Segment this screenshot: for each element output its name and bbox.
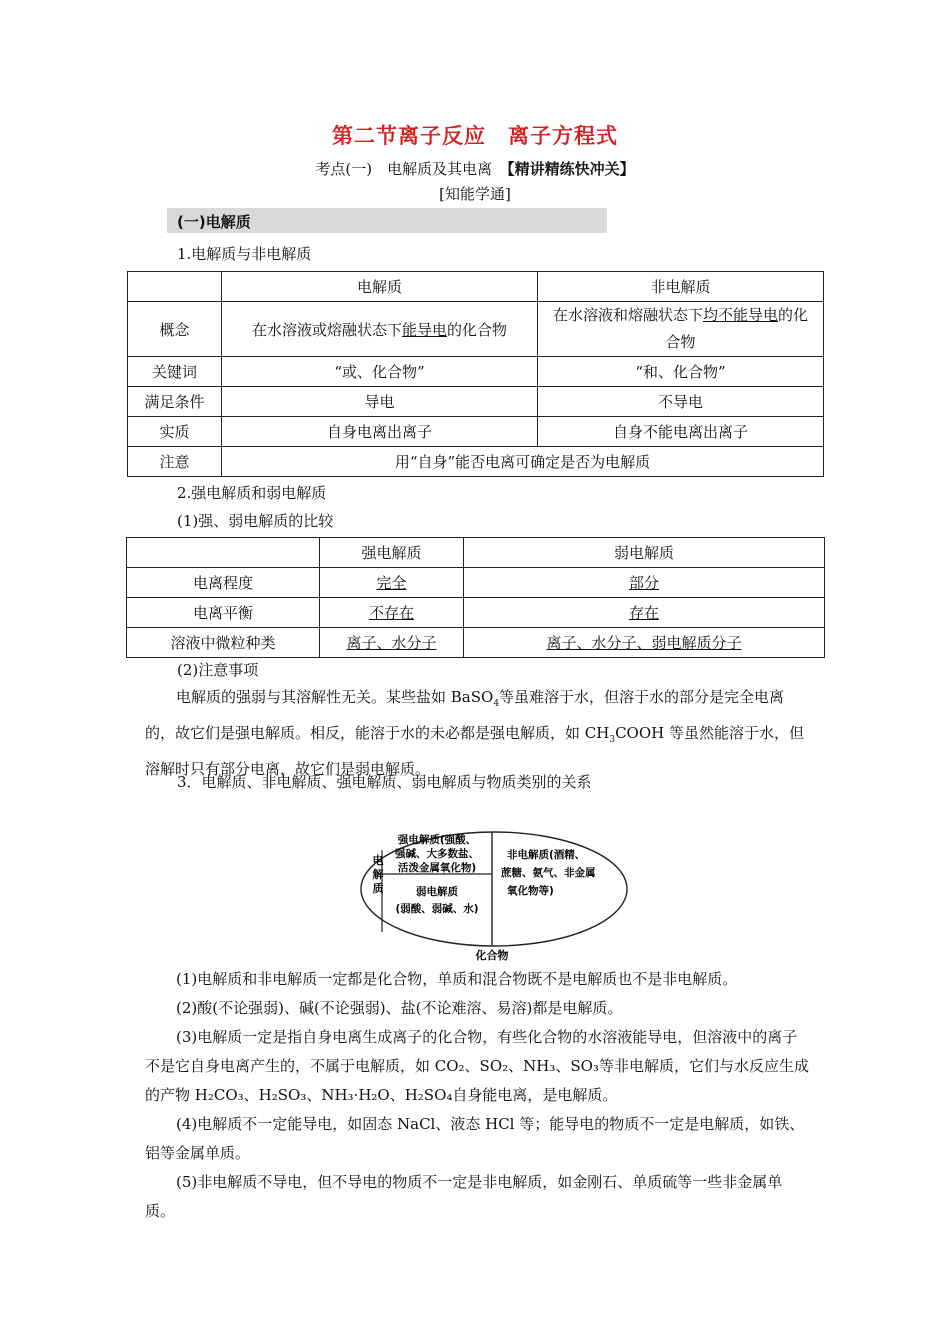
electrolyte-label: 电 [372, 854, 384, 867]
note-text: 等虽难溶于水，但溶于水的部分是完全电离的，故它们是强电解质。相反，能溶于水的未必都是强电解质，如 CH [145, 688, 785, 742]
item2-sub2: (2)注意事项 [177, 661, 259, 679]
cell-text: 在水溶液和熔融状态下 [552, 306, 703, 324]
item3-heading: 3．电解质、非电解质、强电解质、弱电解质与物质类别的关系 [177, 773, 592, 791]
table-row [127, 598, 825, 628]
table-cell: 离子、水分子 [320, 628, 464, 658]
point-1: (1)电解质和非电解质一定都是化合物，单质和混合物既不是电解质也不是非电解质。 [176, 970, 738, 988]
table-row [128, 387, 824, 417]
table-cell: 不存在 [320, 598, 464, 628]
row-label: 电离程度 [127, 568, 320, 598]
table-header-cell: 强电解质 [320, 538, 464, 568]
note-text: COOH 等虽然能溶于水，但溶解时只有部分电离，故它们是弱电解质。 [145, 724, 804, 778]
section-subtitle: [知能学通] [439, 185, 511, 203]
cell-text: 的化合物 [447, 320, 508, 339]
topic-label: 考点(一) 电解质及其电离 [315, 160, 493, 178]
section-header-band [167, 208, 607, 233]
point-5: (5)非电解质不导电，但不导电的物质不一定是非电解质，如金刚石、单质硫等一些非金属单质。 [145, 1173, 783, 1220]
subscript: 4 [493, 699, 500, 709]
item2-heading: 2.强电解质和弱电解质 [177, 484, 327, 502]
table-cell: 部分 [464, 568, 825, 598]
table-row [127, 538, 825, 568]
page-title: 第二节离子反应 离子方程式 [332, 124, 618, 148]
row-label: 关键词 [128, 357, 222, 387]
strong-weak-table [126, 537, 825, 658]
table-row [128, 447, 824, 477]
table-cell: “和、化合物” [538, 357, 824, 387]
table-cell [128, 272, 222, 302]
table-cell: 自身电离出离子 [222, 417, 538, 447]
table-cell: 自身不能电离出离子 [538, 417, 824, 447]
note-text: 电解质的强弱与其溶解性无关。某些盐如 BaSO [176, 688, 494, 706]
row-label: 溶液中微粒种类 [127, 628, 320, 658]
strong-electrolyte-label: 强电解质(强酸、 [397, 834, 477, 846]
row-label: 电离平衡 [127, 598, 320, 628]
points-list [145, 965, 810, 1226]
cell-text: 的化合物 [665, 306, 809, 351]
electrolyte-classification-diagram [355, 828, 635, 963]
item1-heading: 1.电解质与非电解质 [177, 245, 312, 263]
strong-electrolyte-label: 活泼金属氧化物) [397, 862, 477, 874]
row-label: 概念 [128, 302, 222, 357]
point-2: (2)酸(不论强弱)、碱(不论强弱)、盐(不论难溶、易溶)都是电解质。 [176, 999, 623, 1017]
nonelectrolyte-label: 氧化物等) [507, 885, 554, 897]
table-row [128, 272, 824, 302]
row-label: 注意 [128, 447, 222, 477]
strong-electrolyte-label: 强碱、大多数盐、 [395, 848, 479, 860]
note-paragraph [145, 683, 810, 784]
table-cell [127, 538, 320, 568]
topic-tag: 【精讲精练快冲关】 [507, 160, 635, 178]
compound-label: 化合物 [475, 949, 509, 962]
row-label: 实质 [128, 417, 222, 447]
subscript: 3 [609, 735, 616, 745]
table-cell: 不导电 [538, 387, 824, 417]
cell-text: 在水溶液或熔融状态下 [251, 320, 402, 339]
table-row [128, 357, 824, 387]
row-label: 满足条件 [128, 387, 222, 417]
table-header-cell: 弱电解质 [464, 538, 825, 568]
table-cell: 存在 [464, 598, 825, 628]
weak-electrolyte-label: (弱酸、弱碱、水) [395, 903, 479, 915]
table-cell: 完全 [320, 568, 464, 598]
electrolyte-table [127, 271, 824, 477]
table-cell: “或、化合物” [222, 357, 538, 387]
point-4: (4)电解质不一定能导电，如固态 NaCl、液态 HCl 等；能导电的物质不一定是电解质，如铁、铝等金属单质。 [145, 1115, 805, 1162]
table-row [127, 628, 825, 658]
table-row [127, 568, 825, 598]
item2-sub1: (1)强、弱电解质的比较 [177, 512, 334, 530]
table-header-cell: 非电解质 [538, 272, 824, 302]
cell-text-underlined: 能导电 [401, 320, 447, 339]
electrolyte-label: 质 [372, 882, 384, 895]
weak-electrolyte-label: 弱电解质 [416, 886, 458, 898]
table-row [128, 302, 824, 357]
cell-text-underlined: 均不能导电 [702, 306, 778, 324]
nonelectrolyte-label: 非电解质(酒精、 [507, 849, 586, 861]
table-cell: 离子、水分子、弱电解质分子 [464, 628, 825, 658]
topic-subtitle [0, 158, 950, 179]
table-header-cell: 电解质 [222, 272, 538, 302]
table-row [128, 417, 824, 447]
table-cell: 导电 [222, 387, 538, 417]
point-3: (3)电解质一定是指自身电离生成离子的化合物，有些化合物的水溶液能导电，但溶液中的离子不是它自身电离产生的，不属于电解质，如 CO₂、SO₂、NH₃、SO₃等非电解质，它们与水反应生成的产物 H₂CO₃、H₂SO₃、NH₃·H₂O、H₂SO₄自身能电离，是电解质。 [145, 1028, 809, 1104]
table-cell [222, 302, 538, 357]
nonelectrolyte-label: 蔗糖、氨气、非金属 [501, 867, 596, 879]
table-cell [538, 302, 824, 357]
table-cell: 用“自身”能否电离可确定是否为电解质 [222, 447, 824, 477]
section-header: (一)电解质 [177, 213, 251, 231]
electrolyte-label: 解 [372, 868, 384, 881]
